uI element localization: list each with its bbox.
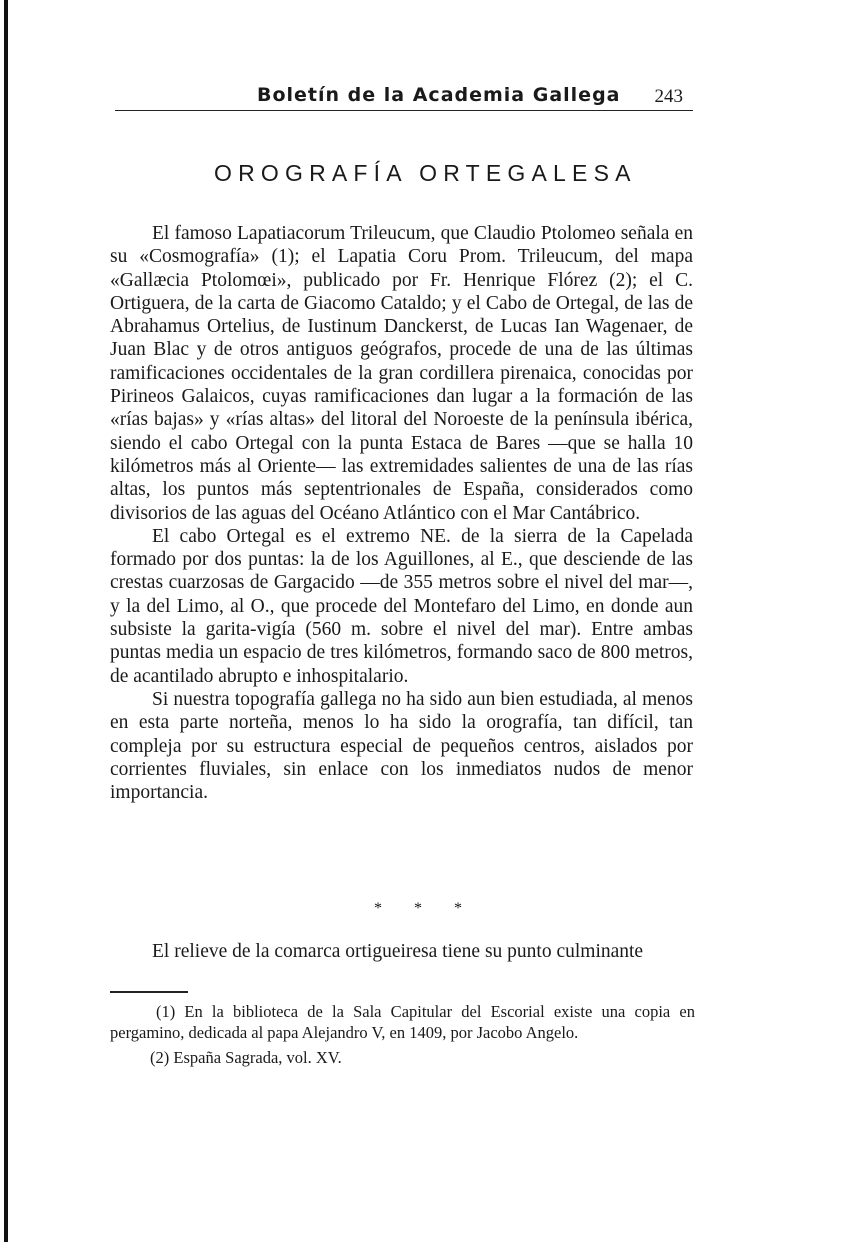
footnotes (110, 1001, 695, 1068)
paragraph: El cabo Ortegal es el extremo NE. de la sierra de la Capelada formado por dos puntas: la de los Aguillones, al E., que desciende de las crestas cuarzosas de Gargacido —de 355 metros sobre el nivel del mar—, y la del Limo, al O., que procede del Montefaro del Limo, en donde aun subsiste la garita-vigía (560 m. sobre el nivel del mar). Entre ambas puntas media un espacio de tres kilómetros, formando saco de 800 metros, de acantilado abrupto e inhospitalario. (110, 525, 693, 687)
footnote-1: (1) En la biblioteca de la Sala Capitular del Escorial existe una copia en pergamino, dedicada al papa Alejandro V, en 1409, por Jacobo Angelo. (110, 1002, 695, 1042)
section-separator: * * * (374, 900, 476, 917)
article-title: OROGRAFÍA ORTEGALESA (214, 160, 637, 186)
paragraph: Si nuestra topografía gallega no ha sido aun bien estudiada, al menos en esta parte norteña, menos lo ha sido la orografía, tan difícil, tan compleja por su estructura especial de pequeños centros, aislados por corrientes fluviales, sin enlace con los inmediatos nudos de menor importancia. (110, 688, 693, 804)
page-number: 243 (654, 86, 683, 107)
running-title: Boletín de la Academia Gallega (257, 84, 621, 106)
footnote-divider (110, 991, 188, 993)
paragraph: El relieve de la comarca ortigueiresa tiene su punto culminante (152, 941, 644, 962)
page-edge-rule (4, 0, 8, 1242)
running-header (115, 84, 693, 111)
paragraph: El famoso Lapatiacorum Trileucum, que Claudio Ptolomeo señala en su «Cosmografía» (1); el Lapatia Coru Prom. Trileucum, del mapa «Gallæcia Ptolomœi», publicado por Fr. Henrique Flórez (2); el C. Ortiguera, de la carta de Giacomo Cataldo; y el Cabo de Ortegal, de las de Abrahamus Ortelius, de Iustinum Danckerst, de Lucas Ian Wagenaer, de Juan Blac y de otros antiguos geógrafos, procede de una de las últimas ramificaciones occidentales de la gran cordillera pirenaica, conocidas por Pirineos Galaicos, cuyas ramificaciones dan lugar a la formación de las «rías bajas» y «rías altas» del litoral del Noroeste de la península ibérica, siendo el cabo Ortegal con la punta Estaca de Bares —que se halla 10 kilómetros más al Oriente— las extremidades salientes de una de las rías altas, los puntos más septentrionales de España, considerados como divisorios de las aguas del Océano Atlántico con el Mar Cantábrico. (110, 223, 693, 524)
footnote-2: (2) España Sagrada, vol. XV. (150, 1048, 342, 1067)
article-body (110, 222, 693, 804)
